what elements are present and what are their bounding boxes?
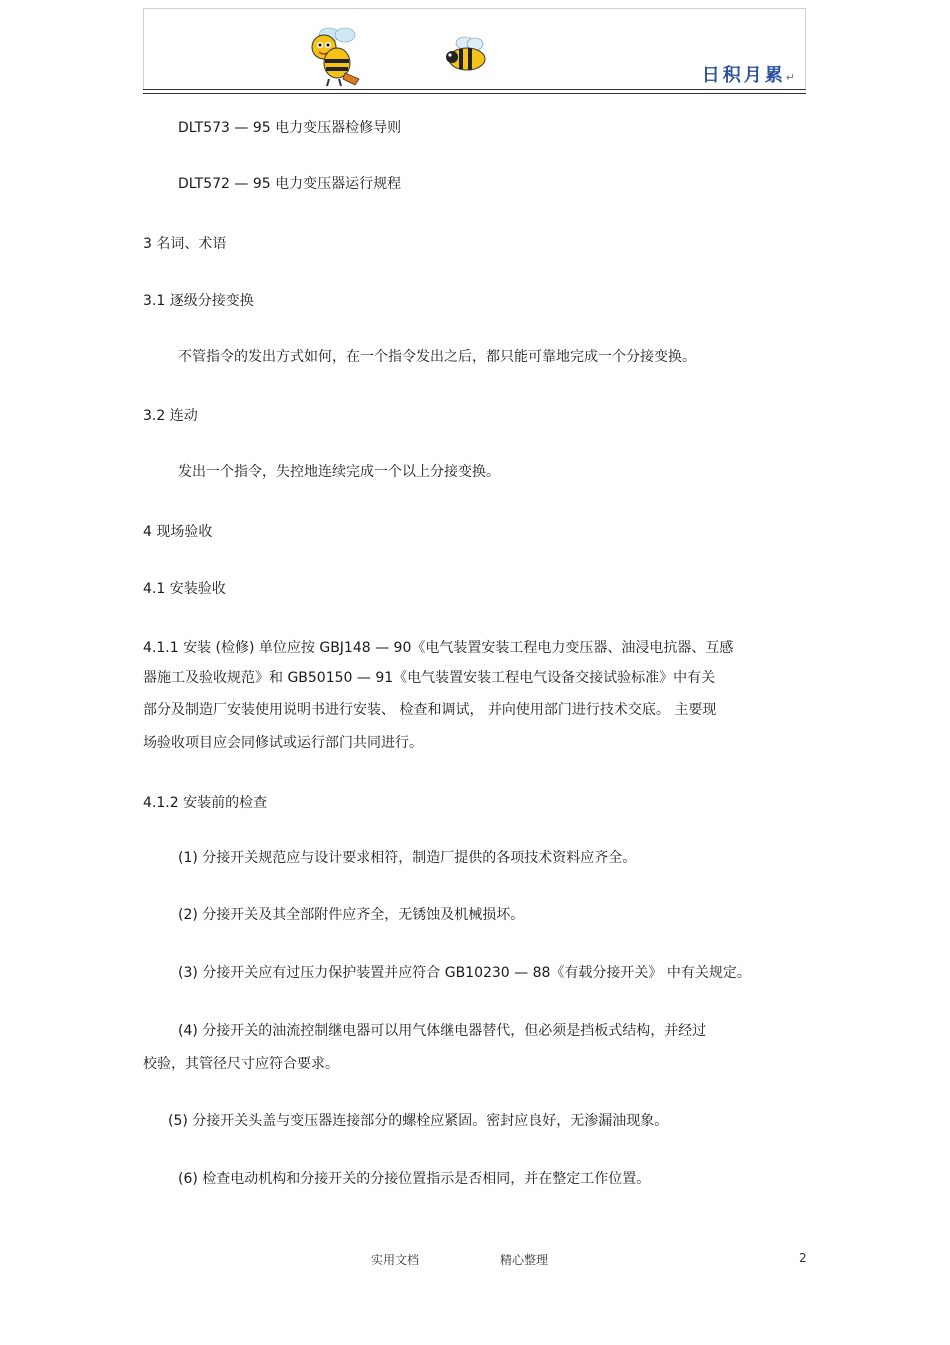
page-header-banner (143, 8, 806, 90)
footer-middle-text: 精心整理 (500, 1253, 549, 1267)
section-heading-3-1: 3.1 逐级分接变换 (143, 293, 254, 309)
check-item-3: (3) 分接开关应有过压力保护装置并应符合 GB10230 — 88《有载分接开关》 中有关规定。 (178, 965, 751, 981)
section-heading-4-1-2: 4.1.2 安装前的检查 (143, 795, 268, 811)
paragraph-4-1-1-line-4: 场验收项目应会同修试或运行部门共同进行。 (143, 735, 423, 751)
check-item-6: (6) 检查电动机构和分接开关的分接位置指示是否相同，并在整定工作位置。 (178, 1171, 651, 1187)
check-item-2: (2) 分接开关及其全部附件应齐全，无锈蚀及机械损坏。 (178, 907, 525, 923)
paragraph-4-1-1-line-2: 器施工及验收规范》和 GB50150 — 91《电气装置安装工程电气设备交接试验标准》中有关 (143, 670, 716, 686)
header-rule-bottom (143, 93, 806, 94)
paragraph-3-1: 不管指令的发出方式如何，在一个指令发出之后，都只能可靠地完成一个分接变换。 (178, 349, 696, 365)
reference-standard-dlt572: DLT572 — 95 电力变压器运行规程 (178, 176, 402, 192)
paragraph-4-1-1-line-3: 部分及制造厂安装使用说明书进行安装、 检查和调试， 并向使用部门进行技术交底。 主要现 (143, 702, 717, 718)
paragraph-3-2: 发出一个指令，失控地连续完成一个以上分接变换。 (178, 464, 500, 480)
check-item-1: (1) 分接开关规范应与设计要求相符，制造厂提供的各项技术资料应齐全。 (178, 850, 637, 866)
header-rule-top (143, 89, 806, 90)
small-bee-icon (441, 35, 491, 73)
section-heading-4-1: 4.1 安装验收 (143, 581, 226, 597)
check-item-4-line-1: (4) 分接开关的油流控制继电器可以用气体继电器替代，但必须是挡板式结构，并经过 (178, 1023, 707, 1039)
footer-left-text: 实用文档 (371, 1253, 420, 1267)
check-item-4-line-2: 校验，其管径尺寸应符合要求。 (143, 1056, 339, 1072)
slogan-text: 日积月累 (701, 65, 786, 86)
header-slogan (702, 61, 795, 87)
paragraph-4-1-1-line-1: 4.1.1 安装 (检修) 单位应按 GBJ148 — 90《电气装置安装工程电力变压器、油浸电抗器、互感 (143, 640, 734, 656)
check-item-5: (5) 分接开关头盖与变压器连接部分的螺栓应紧固。密封应良好，无渗漏油现象。 (168, 1113, 669, 1129)
section-heading-3-2: 3.2 连动 (143, 408, 198, 424)
enter-mark: ↵ (785, 71, 795, 84)
page-number: 2 (799, 1251, 807, 1265)
section-heading-3: 3 名词、术语 (143, 236, 227, 252)
section-heading-4: 4 现场验收 (143, 524, 213, 540)
cartoon-bee-logo-icon (299, 21, 369, 87)
reference-standard-dlt573: DLT573 — 95 电力变压器检修导则 (178, 120, 402, 136)
